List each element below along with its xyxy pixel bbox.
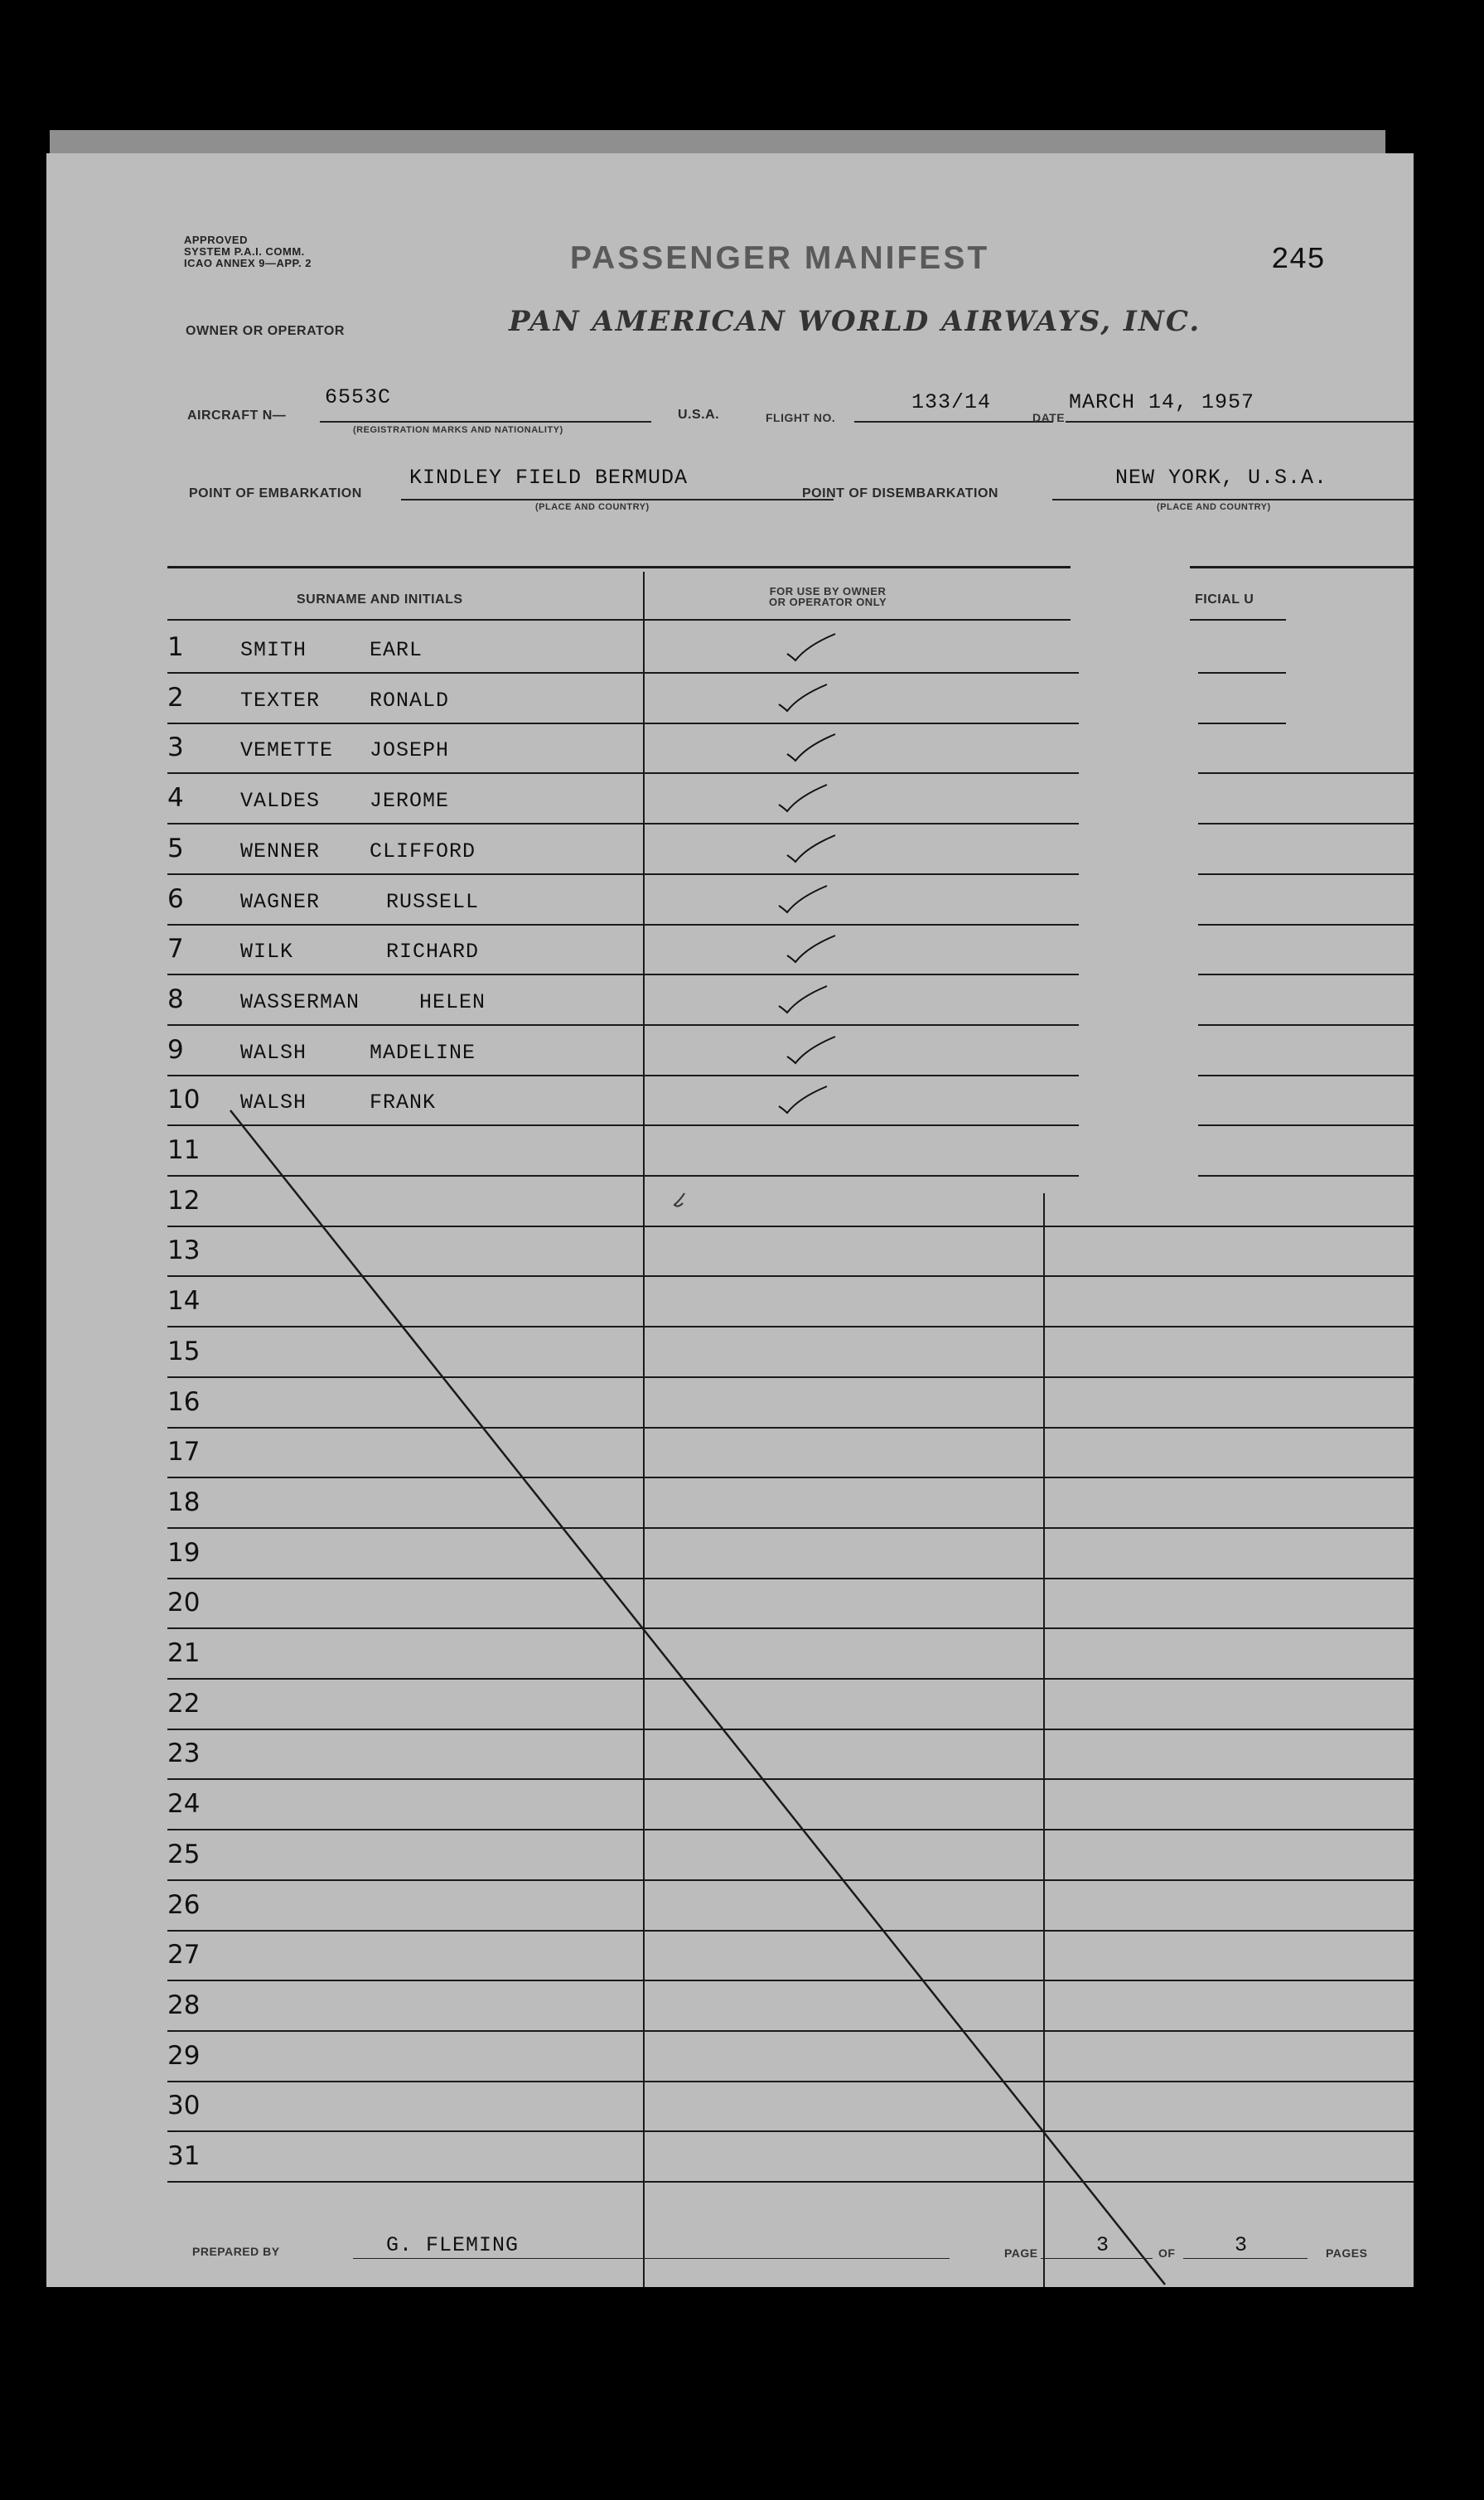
passenger-given-name: RICHARD [386,940,480,964]
row-number: 19 [167,1538,201,1568]
row-number: 16 [167,1387,201,1417]
embark-label: POINT OF EMBARKATION [189,486,362,500]
owner-value: PAN AMERICAN WORLD AIRWAYS, INC. [509,305,1201,338]
page-value: 3 [1096,2233,1110,2257]
disembark-value: NEW YORK, U.S.A. [1115,466,1328,490]
of-value: 3 [1235,2233,1249,2257]
row-number: 22 [167,1689,201,1719]
disembark-label: POINT OF DISEMBARKATION [802,486,998,500]
disembark-caption: (PLACE AND COUNTRY) [1157,502,1271,512]
passenger-surname: WALSH [240,1090,307,1115]
row-number: 24 [167,1789,201,1819]
passenger-surname: SMITH [240,638,307,662]
column-owner-use: FOR USE BY OWNER OR OPERATOR ONLY [769,585,887,608]
passenger-given-name: JOSEPH [370,738,450,762]
row-number: 13 [167,1235,201,1265]
passenger-given-name: FRANK [370,1090,437,1115]
row-number: 26 [167,1890,201,1920]
row-number: 15 [167,1337,201,1366]
row-number: 10 [167,1085,201,1115]
row-number: 14 [167,1286,201,1316]
column-surname: SURNAME AND INITIALS [297,592,463,607]
row-number: 25 [167,1840,201,1869]
passenger-surname: WILK [240,940,294,964]
row-number: 1 [167,632,184,662]
passenger-surname: WENNER [240,839,321,863]
row-number: 3 [167,733,184,762]
usa-label: U.S.A. [678,408,720,422]
date-label: DATE [1032,411,1066,424]
row-number: 30 [167,2091,201,2120]
passenger-given-name: CLIFFORD [370,839,476,863]
row-number: 28 [167,1990,201,2020]
page-label: PAGE [1004,2246,1038,2260]
aircraft-value: 6553C [325,385,392,409]
row-number: 12 [167,1186,201,1216]
page-title: PASSENGER MANIFEST [570,240,990,276]
row-number: 27 [167,1940,201,1970]
flight-value: 133/14 [911,390,992,414]
passenger-surname: WASSERMAN [240,990,360,1014]
row-number: 9 [167,1035,184,1065]
embark-value: KINDLEY FIELD BERMUDA [409,466,689,490]
pages-label: PAGES [1326,2246,1368,2260]
passenger-surname: TEXTER [240,689,321,713]
row-number: 6 [167,884,184,914]
row-number: 29 [167,2041,201,2071]
row-number: 31 [167,2141,201,2171]
cancellation-line [46,153,1414,2287]
row-number: 8 [167,984,184,1014]
owner-label: OWNER OR OPERATOR [186,324,345,338]
column-official-use: FICIAL U [1195,592,1254,607]
row-number: 18 [167,1487,201,1517]
aircraft-label: AIRCRAFT N— [187,409,287,423]
approval-line: APPROVED [184,234,248,246]
passenger-given-name: HELEN [419,990,486,1014]
approval-line: ICAO ANNEX 9—APP. 2 [184,257,312,269]
row-number: 20 [167,1588,201,1618]
of-label: OF [1158,2246,1176,2260]
passenger-given-name: JEROME [370,789,450,813]
passenger-given-name: MADELINE [370,1041,476,1065]
passenger-surname: VALDES [240,789,321,813]
passenger-given-name: EARL [370,638,423,662]
row-number: 23 [167,1738,201,1768]
passenger-given-name: RUSSELL [386,890,480,914]
embark-caption: (PLACE AND COUNTRY) [535,502,650,512]
passenger-surname: VEMETTE [240,738,334,762]
prepared-label: PREPARED BY [192,2245,280,2258]
row-number: 4 [167,783,184,813]
approval-line: SYSTEM P.A.I. COMM. [184,245,305,258]
row-number: 2 [167,683,184,713]
manifest-sheet [46,153,1414,2287]
passenger-surname: WALSH [240,1041,307,1065]
date-value: MARCH 14, 1957 [1069,390,1255,414]
row-number: 7 [167,934,184,964]
prepared-value: G. FLEMING [386,2233,520,2257]
row-number: 17 [167,1437,201,1467]
passenger-given-name: RONALD [370,689,450,713]
row-number: 11 [167,1135,201,1165]
row-number: 21 [167,1638,201,1668]
passenger-surname: WAGNER [240,890,321,914]
flight-label: FLIGHT NO. [766,411,836,424]
row-number: 5 [167,834,184,863]
page-stamp: 245 [1271,243,1325,277]
aircraft-caption: (REGISTRATION MARKS AND NATIONALITY) [353,425,563,435]
